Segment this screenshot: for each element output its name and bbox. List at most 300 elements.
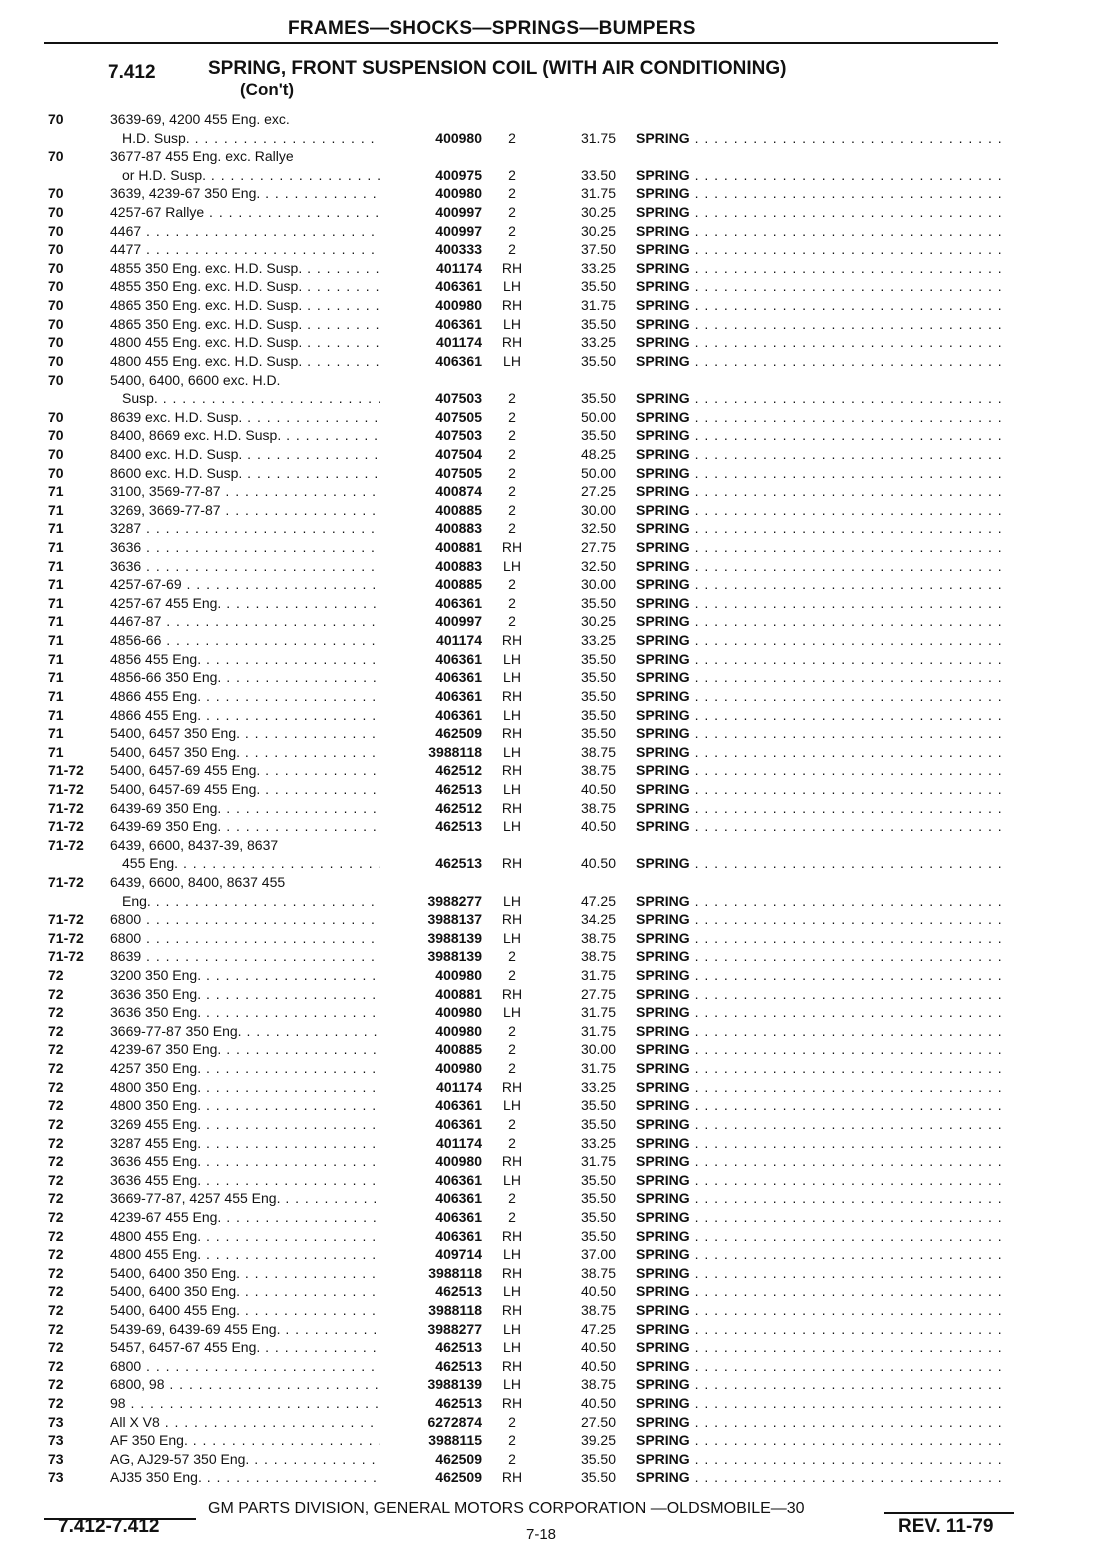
model-description: 6439, 6600, 8437-39, 8637	[110, 836, 279, 853]
model-year: 71	[48, 557, 64, 574]
price: 35.50	[580, 1450, 616, 1467]
quantity: RH	[501, 1078, 523, 1095]
part-number: 462512	[435, 762, 482, 779]
model-description: 6439-69 350 Eng. . . .	[110, 799, 380, 818]
part-name: SPRING . . .	[636, 277, 1002, 296]
table-row	[0, 1301, 1096, 1320]
model-year: 72	[48, 1190, 64, 1207]
part-number: 401174	[436, 632, 482, 649]
part-name: SPRING . . .	[636, 184, 1002, 203]
part-number: 407504	[435, 445, 482, 462]
price: 35.50	[580, 1227, 616, 1244]
price: 40.50	[580, 780, 616, 797]
part-name: SPRING . . .	[636, 1059, 1002, 1078]
table-row	[0, 575, 1096, 594]
model-year: 71-72	[48, 818, 84, 835]
table-row	[0, 110, 1096, 129]
section-subtitle: (Con't)	[240, 80, 295, 99]
table-row	[0, 668, 1096, 687]
model-year: 70	[48, 185, 64, 202]
model-year: 72	[48, 1022, 64, 1039]
model-year: 71-72	[48, 762, 84, 779]
part-name: SPRING . . .	[636, 333, 1002, 352]
model-year: 70	[48, 371, 64, 388]
part-number: 462509	[435, 1450, 482, 1467]
quantity: RH	[501, 1264, 523, 1281]
table-row	[0, 1078, 1096, 1097]
table-row	[0, 929, 1096, 948]
quantity: RH	[501, 334, 523, 351]
part-number: 400885	[435, 501, 482, 518]
quantity: 2	[508, 576, 516, 593]
model-description: 5400, 6457 350 Eng. . . .	[110, 743, 380, 762]
table-row	[0, 910, 1096, 929]
table-row	[0, 1208, 1096, 1227]
model-year: 70	[48, 204, 64, 221]
price: 35.50	[580, 1190, 616, 1207]
table-row	[0, 147, 1096, 166]
part-number: 400885	[435, 1041, 482, 1058]
part-number: 462513	[435, 780, 482, 797]
table-row	[0, 985, 1096, 1004]
table-row	[0, 277, 1096, 296]
model-year: 70	[48, 222, 64, 239]
model-year: 70	[48, 259, 64, 276]
price: 34.25	[580, 911, 616, 928]
table-row	[0, 1450, 1096, 1469]
table-row	[0, 947, 1096, 966]
model-description: 5400, 6400 350 Eng. . . .	[110, 1264, 380, 1283]
price: 38.75	[580, 799, 616, 816]
model-year: 71-72	[48, 948, 84, 965]
model-year: 72	[48, 1041, 64, 1058]
part-number: 406361	[435, 1171, 482, 1188]
part-name: SPRING . . .	[636, 352, 1002, 371]
part-name: SPRING . . .	[636, 1375, 1002, 1394]
part-number: 6272874	[427, 1413, 482, 1430]
part-number: 406361	[435, 352, 482, 369]
quantity: 2	[508, 445, 516, 462]
table-row-continuation	[0, 166, 1096, 185]
part-name: SPRING . . .	[636, 464, 1002, 483]
price: 35.50	[580, 1171, 616, 1188]
part-number: 400997	[435, 613, 482, 630]
part-name: SPRING . . .	[636, 1468, 1002, 1487]
model-description: 6439, 6600, 8400, 8637 455	[110, 873, 286, 890]
part-name: SPRING . . .	[636, 1152, 1002, 1171]
price: 31.75	[580, 1004, 616, 1021]
table-row	[0, 1282, 1096, 1301]
quantity: RH	[501, 297, 523, 314]
table-row	[0, 706, 1096, 725]
quantity: 2	[508, 1450, 516, 1467]
quantity: RH	[501, 855, 523, 872]
part-number: 462509	[435, 725, 482, 742]
price: 40.50	[580, 855, 616, 872]
model-description: 6800 . . .	[110, 929, 380, 948]
model-year: 72	[48, 1097, 64, 1114]
model-description: 3287 . . .	[110, 519, 380, 538]
model-description-continued: H.D. Susp. . . .	[122, 129, 380, 148]
table-row	[0, 1040, 1096, 1059]
quantity: RH	[501, 985, 523, 1002]
table-row	[0, 1431, 1096, 1450]
part-number: 406361	[435, 1097, 482, 1114]
model-year: 70	[48, 111, 64, 127]
model-year: 72	[48, 1395, 64, 1412]
price: 38.75	[580, 948, 616, 965]
model-description: 3636 455 Eng. . . .	[110, 1171, 380, 1190]
quantity: 2	[508, 967, 516, 984]
price: 32.50	[580, 520, 616, 537]
model-description-continued: Eng. . . .	[122, 892, 380, 911]
quantity: 2	[508, 594, 516, 611]
part-number: 407505	[435, 464, 482, 481]
model-description: 98 . . .	[110, 1394, 380, 1413]
part-name: SPRING . . .	[636, 519, 1002, 538]
quantity: RH	[501, 687, 523, 704]
part-number: 406361	[435, 706, 482, 723]
price: 35.50	[580, 1469, 616, 1486]
model-year: 72	[48, 1264, 64, 1281]
model-year: 71	[48, 706, 64, 723]
table-row	[0, 482, 1096, 501]
model-description: 3100, 3569-77-87 . . .	[110, 482, 380, 501]
part-number: 462513	[435, 1339, 482, 1356]
model-description: 4856-66 350 Eng. . . .	[110, 668, 380, 687]
quantity: LH	[503, 1283, 521, 1300]
part-name: SPRING . . .	[636, 557, 1002, 576]
quantity: 2	[508, 241, 516, 258]
model-description: 5400, 6400 350 Eng. . . .	[110, 1282, 380, 1301]
part-name: SPRING . . .	[636, 1227, 1002, 1246]
table-row	[0, 1059, 1096, 1078]
quantity: RH	[501, 1153, 523, 1170]
part-name: SPRING . . .	[636, 296, 1002, 315]
price: 31.75	[580, 1022, 616, 1039]
price: 31.75	[580, 185, 616, 202]
part-number: 406361	[435, 650, 482, 667]
model-description: 4865 350 Eng. exc. H.D. Susp. . . .	[110, 296, 380, 315]
model-year: 72	[48, 1357, 64, 1374]
table-row	[0, 687, 1096, 706]
table-row	[0, 1394, 1096, 1413]
model-year: 70	[48, 464, 64, 481]
model-description: 4257-67-69 . . .	[110, 575, 380, 594]
model-year: 73	[48, 1413, 64, 1430]
quantity: RH	[501, 1469, 523, 1486]
model-description: 4800 455 Eng. exc. H.D. Susp. . . .	[110, 352, 380, 371]
part-number: 400980	[435, 297, 482, 314]
part-name: SPRING . . .	[636, 575, 1002, 594]
part-number: 400980	[435, 129, 482, 146]
model-description: 4800 455 Eng. exc. H.D. Susp. . . .	[110, 333, 380, 352]
part-name: SPRING . . .	[636, 854, 1002, 873]
table-row	[0, 799, 1096, 818]
price: 35.50	[580, 315, 616, 332]
part-name: SPRING . . .	[636, 1078, 1002, 1097]
model-year: 71	[48, 501, 64, 518]
model-description: 3636 . . .	[110, 557, 380, 576]
page-header-title: FRAMES—SHOCKS—SPRINGS—BUMPERS	[288, 18, 696, 39]
model-year: 72	[48, 1078, 64, 1095]
model-year: 72	[48, 967, 64, 984]
price: 33.25	[580, 1134, 616, 1151]
model-description: AF 350 Eng. . . .	[110, 1431, 380, 1450]
price: 31.75	[580, 967, 616, 984]
model-year: 72	[48, 1283, 64, 1300]
part-name: SPRING . . .	[636, 129, 1002, 148]
part-name: SPRING . . .	[636, 1394, 1002, 1413]
model-year: 73	[48, 1432, 64, 1449]
part-name: SPRING . . .	[636, 1022, 1002, 1041]
model-year: 70	[48, 241, 64, 258]
model-description: 3636 350 Eng. . . .	[110, 985, 380, 1004]
price: 35.50	[580, 390, 616, 407]
header-rule	[44, 42, 998, 44]
model-description: 5400, 6457-69 455 Eng. . . .	[110, 761, 380, 780]
model-description: 4800 455 Eng. . . .	[110, 1227, 380, 1246]
part-number: 401174	[436, 1134, 482, 1151]
quantity: 2	[508, 1134, 516, 1151]
part-number: 400980	[435, 1004, 482, 1021]
model-description: 3669-77-87, 4257 455 Eng. . . .	[110, 1189, 380, 1208]
price: 40.50	[580, 1357, 616, 1374]
part-number: 462513	[435, 1283, 482, 1300]
price: 40.50	[580, 1283, 616, 1300]
table-row	[0, 1171, 1096, 1190]
table-row	[0, 464, 1096, 483]
model-year: 71	[48, 594, 64, 611]
price: 35.50	[580, 352, 616, 369]
quantity: 2	[508, 204, 516, 221]
model-year: 71-72	[48, 780, 84, 797]
model-description: AG, AJ29-57 350 Eng. . . .	[110, 1450, 380, 1469]
model-year: 73	[48, 1450, 64, 1467]
part-number: 400997	[435, 222, 482, 239]
price: 30.25	[580, 222, 616, 239]
price: 30.00	[580, 1041, 616, 1058]
table-row	[0, 371, 1096, 390]
part-name: SPRING . . .	[636, 724, 1002, 743]
table-row-continuation	[0, 389, 1096, 408]
model-year: 71	[48, 725, 64, 742]
table-row	[0, 315, 1096, 334]
table-row	[0, 743, 1096, 762]
table-row	[0, 594, 1096, 613]
price: 40.50	[580, 1339, 616, 1356]
part-number: 406361	[435, 1208, 482, 1225]
part-name: SPRING . . .	[636, 706, 1002, 725]
price: 30.25	[580, 204, 616, 221]
quantity: LH	[503, 650, 521, 667]
footer-page-number: 7-18	[526, 1526, 557, 1543]
part-name: SPRING . . .	[636, 445, 1002, 464]
model-description: 8400, 8669 exc. H.D. Susp. . . .	[110, 426, 380, 445]
table-row	[0, 333, 1096, 352]
model-year: 71	[48, 539, 64, 556]
table-row	[0, 836, 1096, 855]
table-row	[0, 259, 1096, 278]
part-name: SPRING . . .	[636, 1413, 1002, 1432]
quantity: LH	[503, 1171, 521, 1188]
model-year: 70	[48, 427, 64, 444]
part-name: SPRING . . .	[636, 1264, 1002, 1283]
quantity: RH	[501, 762, 523, 779]
part-number: 401174	[436, 1078, 482, 1095]
part-name: SPRING . . .	[636, 240, 1002, 259]
price: 47.25	[580, 1320, 616, 1337]
model-description: 4257-67 Rallye . . .	[110, 203, 380, 222]
price: 37.00	[580, 1246, 616, 1263]
part-number: 407503	[435, 390, 482, 407]
quantity: RH	[501, 259, 523, 276]
table-row	[0, 203, 1096, 222]
price: 33.25	[580, 259, 616, 276]
footer-rule-right	[884, 1512, 1014, 1514]
price: 33.50	[580, 166, 616, 183]
model-year: 71-72	[48, 836, 84, 853]
model-description: 8639 . . .	[110, 947, 380, 966]
part-number: 3988137	[427, 911, 482, 928]
part-name: SPRING . . .	[636, 482, 1002, 501]
model-year: 71	[48, 650, 64, 667]
section-number: 7.412	[108, 62, 156, 83]
part-number: 400881	[435, 985, 482, 1002]
part-number: 400980	[435, 1153, 482, 1170]
model-year: 72	[48, 1246, 64, 1263]
quantity: 2	[508, 501, 516, 518]
part-number: 406361	[435, 278, 482, 295]
model-description: 4800 350 Eng. . . .	[110, 1078, 380, 1097]
table-row	[0, 1134, 1096, 1153]
part-number: 400975	[435, 166, 482, 183]
table-row	[0, 426, 1096, 445]
price: 35.50	[580, 669, 616, 686]
model-year: 71-72	[48, 799, 84, 816]
quantity: RH	[501, 725, 523, 742]
quantity: 2	[508, 390, 516, 407]
model-description: 5400, 6457-69 455 Eng. . . .	[110, 780, 380, 799]
table-row	[0, 1320, 1096, 1339]
table-row	[0, 631, 1096, 650]
model-description-continued: 455 Eng. . . .	[122, 854, 380, 873]
price: 38.75	[580, 1376, 616, 1393]
quantity: 2	[508, 129, 516, 146]
part-number: 406361	[435, 1115, 482, 1132]
part-number: 407505	[435, 408, 482, 425]
model-description: 5400, 6400 455 Eng. . . .	[110, 1301, 380, 1320]
price: 31.75	[580, 1060, 616, 1077]
table-row	[0, 240, 1096, 259]
table-row	[0, 408, 1096, 427]
quantity: 2	[508, 613, 516, 630]
quantity: LH	[503, 706, 521, 723]
table-row-continuation	[0, 129, 1096, 148]
table-row	[0, 1115, 1096, 1134]
model-year: 72	[48, 1134, 64, 1151]
table-row	[0, 1413, 1096, 1432]
quantity: 2	[508, 483, 516, 500]
quantity: LH	[503, 352, 521, 369]
quantity: LH	[503, 818, 521, 835]
quantity: 2	[508, 427, 516, 444]
part-name: SPRING . . .	[636, 426, 1002, 445]
price: 27.50	[580, 1413, 616, 1430]
quantity: 2	[508, 1208, 516, 1225]
table-row-continuation	[0, 892, 1096, 911]
quantity: 2	[508, 1190, 516, 1207]
part-name: SPRING . . .	[636, 687, 1002, 706]
part-name: SPRING . . .	[636, 1115, 1002, 1134]
price: 31.75	[580, 1153, 616, 1170]
part-name: SPRING . . .	[636, 612, 1002, 631]
model-description: 4800 350 Eng. . . .	[110, 1096, 380, 1115]
part-number: 400980	[435, 1060, 482, 1077]
table-row	[0, 966, 1096, 985]
price: 35.50	[580, 650, 616, 667]
part-name: SPRING . . .	[636, 947, 1002, 966]
price: 27.75	[580, 985, 616, 1002]
part-number: 406361	[435, 669, 482, 686]
model-description: 4855 350 Eng. exc. H.D. Susp. . . .	[110, 259, 380, 278]
model-description: 4239-67 350 Eng. . . .	[110, 1040, 380, 1059]
model-year: 71	[48, 632, 64, 649]
part-name: SPRING . . .	[636, 929, 1002, 948]
quantity: LH	[503, 780, 521, 797]
part-name: SPRING . . .	[636, 780, 1002, 799]
model-year: 72	[48, 1060, 64, 1077]
price: 48.25	[580, 445, 616, 462]
part-name: SPRING . . .	[636, 1189, 1002, 1208]
part-number: 462513	[435, 1395, 482, 1412]
part-number: 3988118	[428, 1302, 482, 1318]
part-name: SPRING . . .	[636, 259, 1002, 278]
table-row	[0, 1245, 1096, 1264]
table-row	[0, 519, 1096, 538]
model-description: 3677-87 455 Eng. exc. Rallye	[110, 148, 294, 165]
price: 35.50	[580, 1208, 616, 1225]
table-row	[0, 296, 1096, 315]
price: 30.25	[580, 613, 616, 630]
table-row	[0, 1357, 1096, 1376]
model-description: AJ35 350 Eng. . . .	[110, 1468, 380, 1487]
part-name: SPRING . . .	[636, 817, 1002, 836]
model-description: 6439-69 350 Eng. . . .	[110, 817, 380, 836]
model-year: 70	[48, 297, 64, 314]
model-year: 71	[48, 483, 64, 500]
model-description: 4477 . . .	[110, 240, 380, 259]
model-description: 6800 . . .	[110, 1357, 380, 1376]
price: 30.00	[580, 501, 616, 518]
quantity: RH	[501, 632, 523, 649]
part-number: 462513	[435, 818, 482, 835]
quantity: RH	[501, 911, 523, 928]
model-description: 8639 exc. H.D. Susp. . . .	[110, 408, 380, 427]
model-year: 70	[48, 352, 64, 369]
part-name: SPRING . . .	[636, 538, 1002, 557]
price: 38.75	[580, 743, 616, 760]
model-description: 4467-87 . . .	[110, 612, 380, 631]
model-description: 4866 455 Eng. . . .	[110, 687, 380, 706]
quantity: 2	[508, 948, 516, 965]
part-number: 400980	[435, 1022, 482, 1039]
quantity: 2	[508, 1041, 516, 1058]
model-year: 71-72	[48, 929, 84, 946]
part-number: 406361	[435, 687, 482, 704]
price: 50.00	[580, 464, 616, 481]
part-number: 400883	[435, 520, 482, 537]
